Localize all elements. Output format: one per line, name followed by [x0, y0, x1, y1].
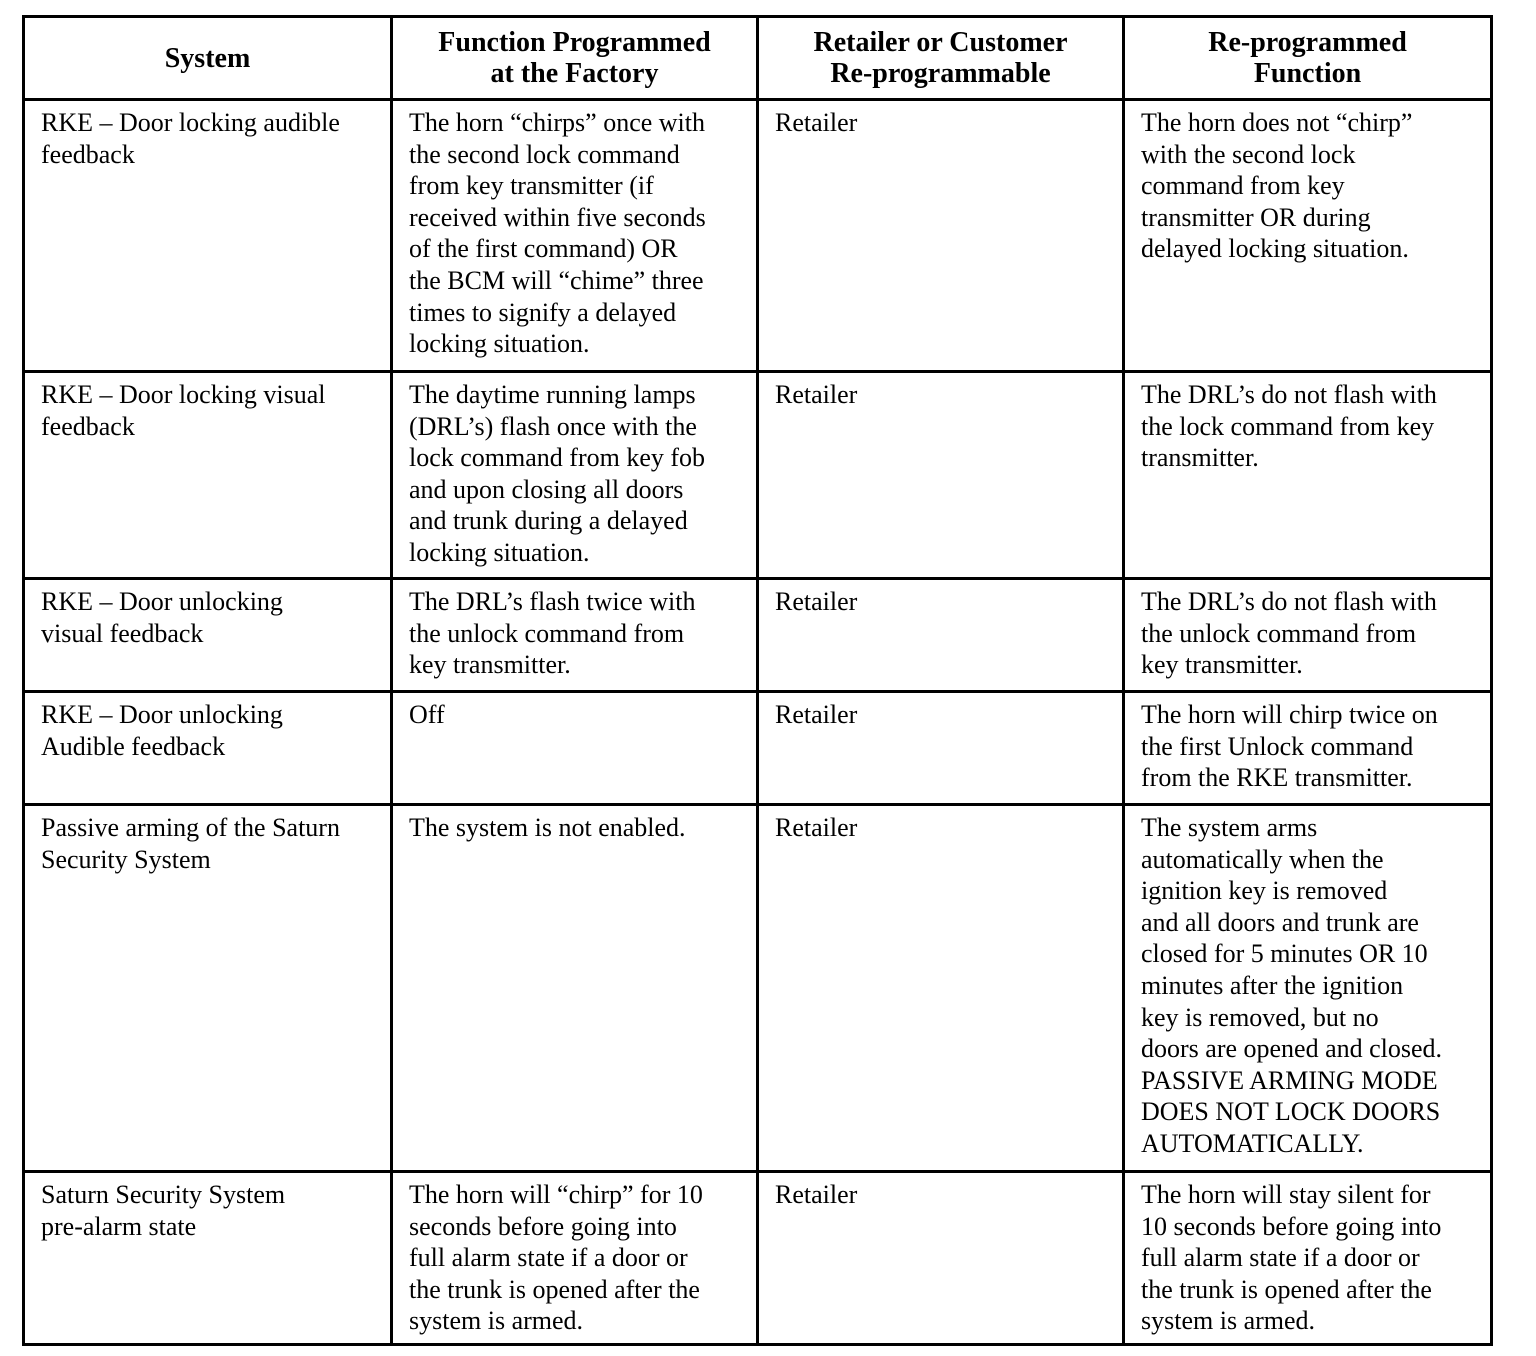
cell-factory-function: The horn will “chirp” for 10 seconds before going into full alarm state if a door or the trunk is opened after the system is armed. [392, 1172, 758, 1345]
table-row [24, 100, 1492, 372]
cell-system: Saturn Security System pre-alarm state [24, 1172, 392, 1345]
header-factory-function: Function Programmed at the Factory [392, 17, 758, 100]
cell-system: RKE – Door locking visual feedback [24, 372, 392, 579]
table-row [24, 805, 1492, 1172]
cell-system: RKE – Door locking audible feedback [24, 100, 392, 372]
cell-factory-function: Off [392, 692, 758, 805]
cell-reprogrammed-function: The DRL’s do not flash with the unlock command from key transmitter. [1124, 579, 1492, 692]
cell-factory-function: The DRL’s flash twice with the unlock command from key transmitter. [392, 579, 758, 692]
cell-reprogrammed-function: The DRL’s do not flash with the lock command from key transmitter. [1124, 372, 1492, 579]
header-reprogrammed-function: Re-programmed Function [1124, 17, 1492, 100]
cell-reprogrammable: Retailer [758, 579, 1124, 692]
cell-reprogrammed-function: The horn will stay silent for 10 seconds before going into full alarm state if a door or the trunk is opened after the system is armed. [1124, 1172, 1492, 1345]
cell-reprogrammed-function: The horn does not “chirp” with the second lock command from key transmitter OR during delayed locking situation. [1124, 100, 1492, 372]
programmable-functions-table [22, 15, 1493, 1346]
table-row [24, 579, 1492, 692]
cell-system: Passive arming of the Saturn Security System [24, 805, 392, 1172]
header-reprogrammable: Retailer or Customer Re-programmable [758, 17, 1124, 100]
cell-system: RKE – Door unlocking visual feedback [24, 579, 392, 692]
cell-factory-function: The daytime running lamps (DRL’s) flash once with the lock command from key fob and upon closing all doors and trunk during a delayed locking situation. [392, 372, 758, 579]
cell-reprogrammable: Retailer [758, 1172, 1124, 1345]
header-system: System [24, 17, 392, 100]
cell-reprogrammable: Retailer [758, 372, 1124, 579]
cell-factory-function: The system is not enabled. [392, 805, 758, 1172]
table-row [24, 692, 1492, 805]
table-row [24, 372, 1492, 579]
cell-system: RKE – Door unlocking Audible feedback [24, 692, 392, 805]
cell-reprogrammable: Retailer [758, 692, 1124, 805]
cell-reprogrammed-function: The system arms automatically when the ignition key is removed and all doors and trunk are closed for 5 minutes OR 10 minutes after the ignition key is removed, but no doors are opened and closed. PASSIVE ARMING MODE DOES NOT LOCK DOORS AUTOMATICALLY. [1124, 805, 1492, 1172]
cell-reprogrammable: Retailer [758, 805, 1124, 1172]
header-row [24, 17, 1492, 100]
cell-reprogrammable: Retailer [758, 100, 1124, 372]
cell-factory-function: The horn “chirps” once with the second lock command from key transmitter (if received within five seconds of the first command) OR the BCM will “chime” three times to signify a delayed locking situation. [392, 100, 758, 372]
table-row [24, 1172, 1492, 1345]
cell-reprogrammed-function: The horn will chirp twice on the first Unlock command from the RKE transmitter. [1124, 692, 1492, 805]
